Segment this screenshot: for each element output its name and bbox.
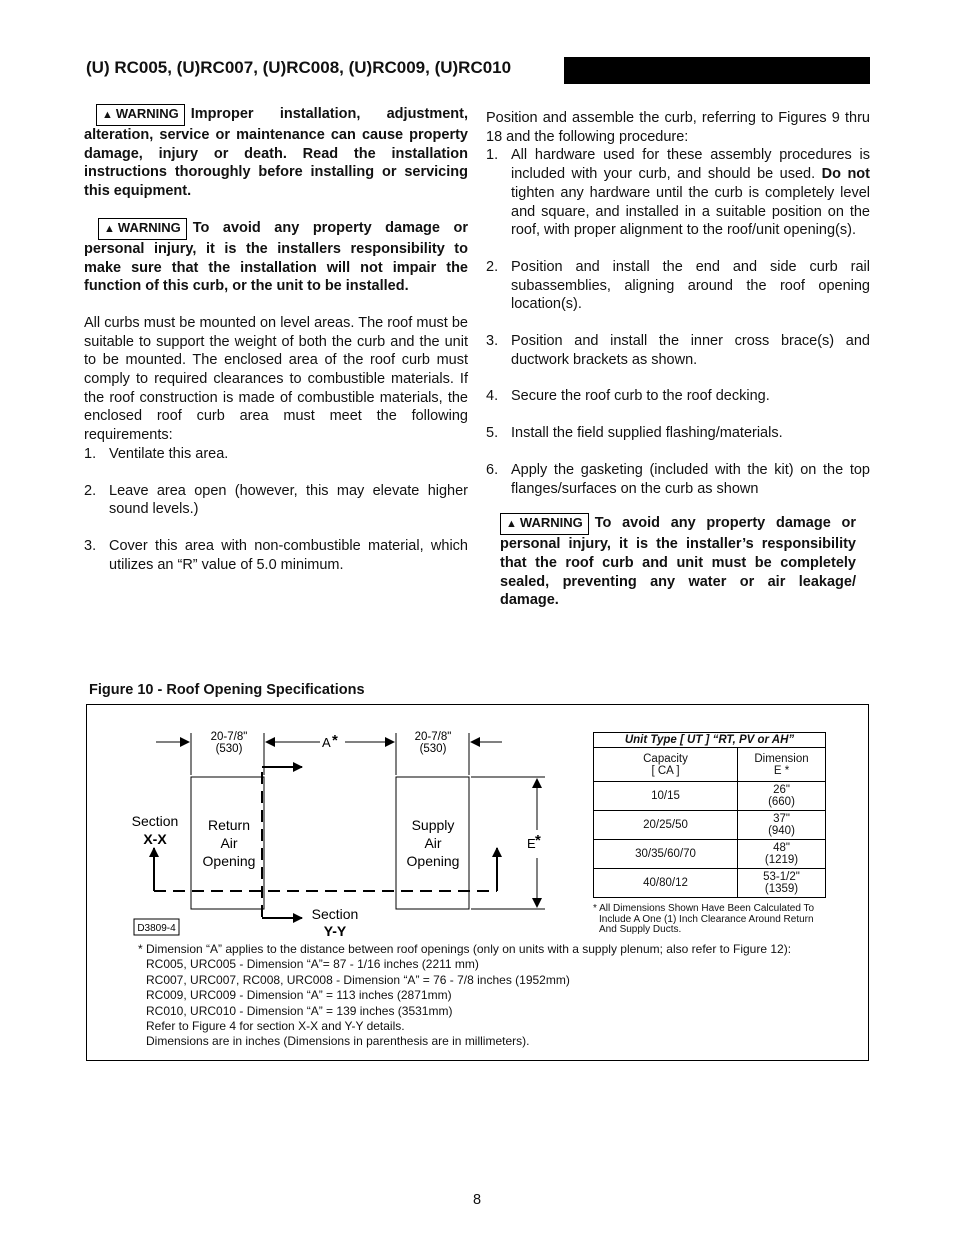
table-row: 40/80/12 53-1/2" (1359)	[594, 869, 826, 898]
supply-opening-line: Opening	[406, 853, 460, 869]
section-yy-label: Section	[311, 906, 359, 922]
warning-triangle-icon: ▲	[104, 222, 115, 235]
return-opening-line: Return	[207, 817, 251, 833]
intro-paragraph: All curbs must be mounted on level areas. The roof must be suitable to support the weight of both the curb and the unit to be mounted. The enclosed area of the roof curb must comply to required clearances to combustible materials. If the roof construction is made of combustible materials, the enclosed roof curb area must meet the following requirements:	[84, 314, 468, 444]
return-opening-line: Opening	[202, 853, 256, 869]
page-title: (U) RC005, (U)RC007, (U)RC008, (U)RC009, (U)RC010	[86, 58, 512, 77]
warning-text: To avoid any property damage or personal injury, it is the installers responsibility to make sure that the installation will not impair the function of this curb, or the unit to be installed.	[84, 219, 468, 295]
dim-left-label: 20-7/8"	[210, 731, 248, 743]
figure-caption: Figure 10 - Roof Opening Specifications	[89, 682, 365, 698]
list-item: 6. Apply the gasketing (included with the kit) on the top flanges/surfaces on the curb as shown	[486, 461, 870, 497]
section-yy-id: Y-Y	[323, 923, 347, 939]
note-line: RC007, URC007, RC008, URC008 - Dimension “A” = 76 - 7/8 inches (1952mm)	[146, 972, 570, 987]
dim-right-label: 20-7/8"	[414, 731, 452, 743]
procedure-intro: Position and assemble the curb, referring to Figures 9 thru 18 and the following procedure:	[486, 110, 870, 145]
note-line: Dimensions are in inches (Dimensions in parenthesis are in millimeters).	[146, 1034, 530, 1049]
list-item: 1. Ventilate this area.	[84, 445, 229, 462]
list-item: 4. Secure the roof curb to the roof decking.	[486, 388, 770, 405]
dim-e-star: *	[535, 832, 541, 849]
warning-badge: ▲ WARNING	[500, 513, 589, 535]
dim-right-mm: (530)	[419, 743, 447, 755]
drawing-id: D3809-4	[137, 923, 176, 934]
note-line: * Dimension “A” applies to the distance between roof openings (only on units with a supply plenum; also refer to Figure 12):	[138, 942, 792, 956]
note-line: RC009, URC009 - Dimension “A” = 113 inches (2871mm)	[146, 988, 452, 1003]
table-header-capacity: Capacity [ CA ]	[594, 748, 738, 782]
supply-opening-line: Supply	[411, 817, 455, 833]
note-line: Refer to Figure 4 for section X-X and Y-Y details.	[146, 1019, 405, 1034]
return-opening-line: Air	[220, 835, 238, 851]
warning-text: To avoid any property damage or personal injury, it is the installer’s responsibility that the roof curb and unit must be completely sealed, preventing any water or air leakage/ damage.	[500, 515, 856, 609]
table-row: 10/15 26" (660)	[594, 782, 826, 811]
supply-opening-line: Air	[424, 835, 442, 851]
table-row: 30/35/60/70 48" (1219)	[594, 840, 826, 869]
note-line: RC010, URC010 - Dimension “A” = 139 inches (3531mm)	[146, 1003, 453, 1018]
section-xx-label: Section	[131, 813, 179, 829]
list-item: 1. All hardware used for these assembly procedures is included with your curb, and should be used. Do not tighten any hardware until the curb is completely level and square, and installed in a suitable position on the roof, with proper alignment to the roof/unit opening(s).	[486, 147, 870, 239]
warning-triangle-icon: ▲	[102, 109, 113, 121]
table-header-dimension: Dimension E *	[738, 748, 826, 782]
list-item: 3. Cover this area with non-combustible material, which utilizes an “R” value of 5.0 minimum.	[84, 537, 468, 573]
dimension-table	[593, 732, 826, 898]
table-title: Unit Type [ UT ] “RT, PV or AH”	[594, 733, 826, 748]
section-xx-id: X-X	[143, 831, 167, 847]
dim-left-mm: (530)	[215, 743, 243, 755]
dim-e-label: E	[527, 836, 536, 851]
page-number: 8	[473, 1192, 482, 1208]
warning-text: Improper installation, adjustment, alteration, service or maintenance can cause property damage, injury or death. Read the installation instructions thoroughly before installing or servicing this equipment.	[84, 106, 468, 200]
list-item: 5. Install the field supplied flashing/materials.	[486, 425, 783, 442]
note-line: RC005, URC005 - Dimension “A”= 87 - 1/16 inches (2211 mm)	[146, 957, 479, 972]
list-item: 2. Leave area open (however, this may elevate higher sound levels.)	[84, 482, 468, 518]
dim-a-label: A	[322, 735, 331, 750]
figure-notes	[138, 942, 791, 1050]
table-footnote: * All Dimensions Shown Have Been Calculated To Include A One (1) Inch Clearance Around Return And Supply Ducts.	[593, 903, 815, 935]
dim-a-star: *	[332, 732, 338, 749]
warning-badge: ▲ WARNING	[96, 104, 185, 126]
list-item: 2. Position and install the end and side curb rail subassemblies, aligning around the roof opening location(s).	[486, 258, 870, 313]
table-row: 20/25/50 37" (940)	[594, 811, 826, 840]
list-item: 3. Position and install the inner cross brace(s) and ductwork brackets as shown.	[486, 333, 870, 368]
warning-badge: ▲ WARNING	[98, 218, 187, 240]
warning-triangle-icon: ▲	[506, 518, 517, 531]
